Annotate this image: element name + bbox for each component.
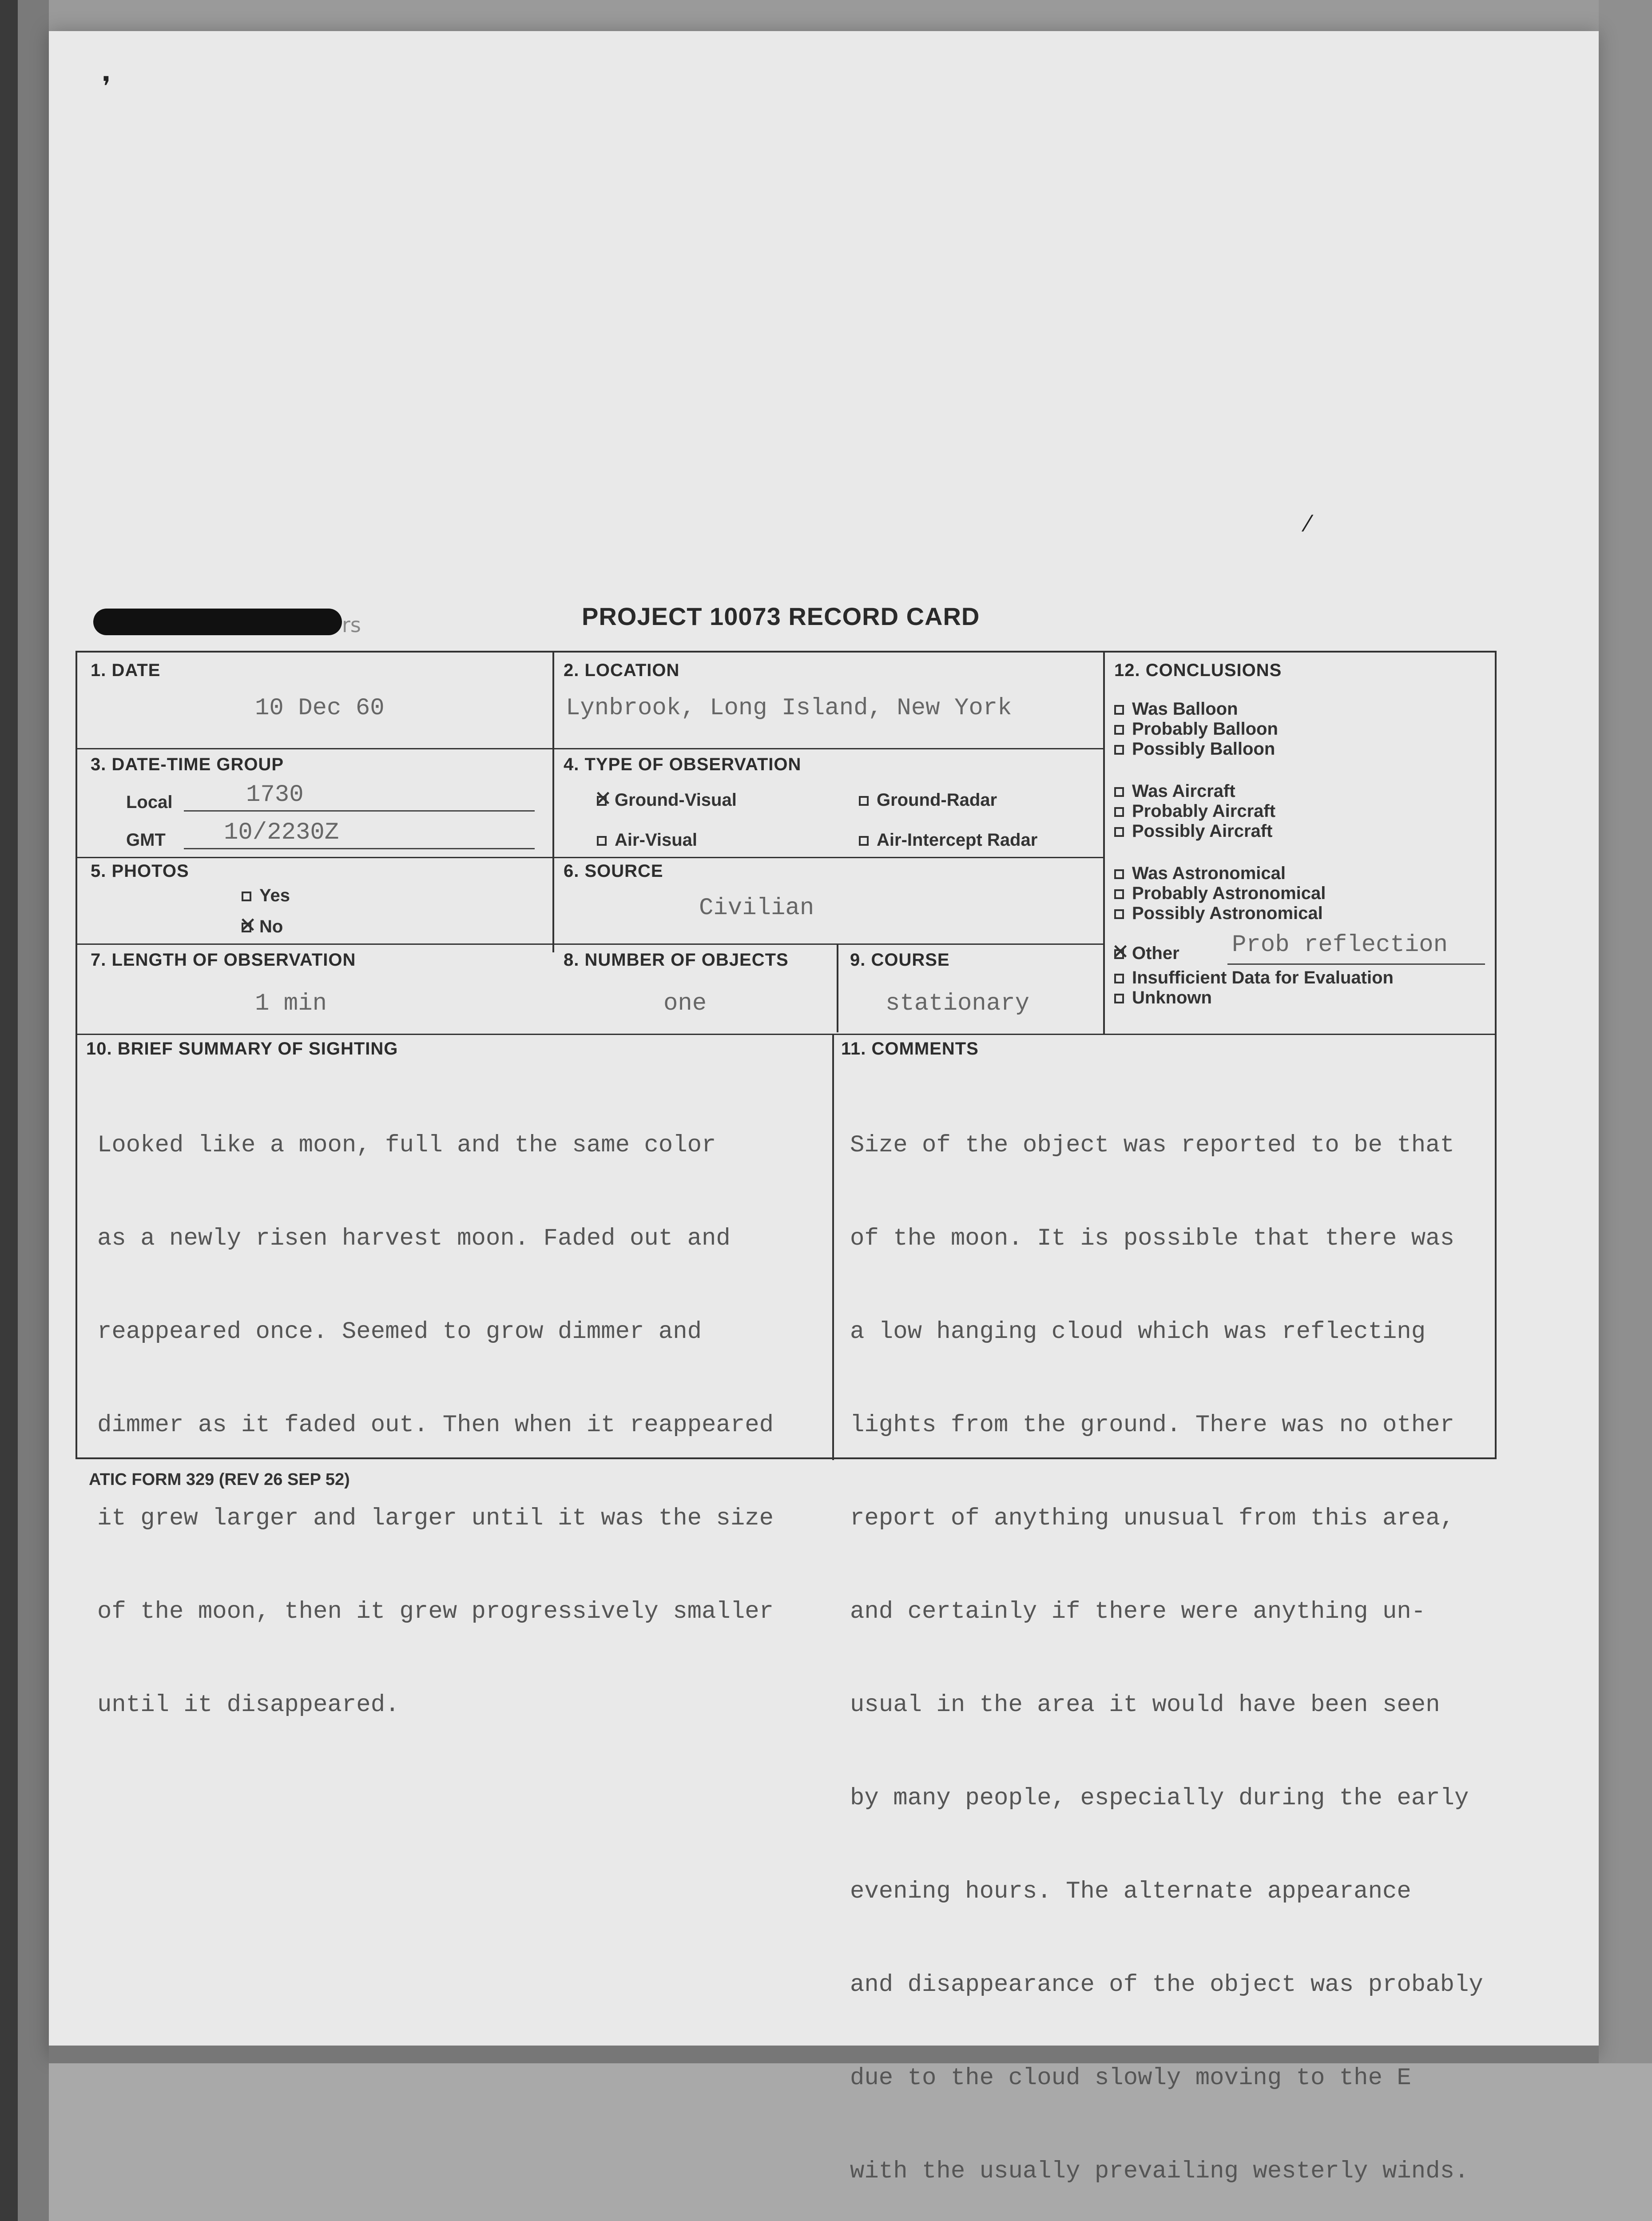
divider — [77, 748, 1103, 749]
local-underline — [184, 810, 535, 812]
photos-no-label: No — [259, 917, 283, 936]
ground-radar-checkbox — [859, 796, 869, 806]
ground-visual-option — [597, 790, 737, 810]
comments-line: usual in the area it would have been seen — [850, 1692, 1440, 1719]
gmt-label: GMT — [126, 830, 166, 850]
possibly-balloon-option — [1114, 739, 1275, 759]
dtg-label: 3. DATE-TIME GROUP — [91, 755, 284, 774]
summary-line: of the moon, then it grew progressively smaller — [97, 1598, 774, 1625]
photos-yes-label: Yes — [259, 886, 290, 905]
location-label: 2. LOCATION — [564, 661, 680, 680]
possibly-balloon-label: Possibly Balloon — [1132, 739, 1275, 759]
gmt-time-value: 10/2230Z — [224, 819, 339, 846]
comments-text — [850, 1068, 1483, 2221]
number-value: one — [663, 990, 707, 1017]
location-value: Lynbrook, Long Island, New York — [566, 695, 1012, 722]
pen-mark: ⁄ — [1306, 511, 1310, 537]
was-balloon-label: Was Balloon — [1132, 699, 1238, 719]
probably-aircraft-label: Probably Aircraft — [1132, 801, 1276, 821]
probably-astronomical-label: Probably Astronomical — [1132, 884, 1326, 903]
possibly-balloon-checkbox — [1114, 745, 1124, 755]
insufficient-data-label: Insufficient Data for Evaluation — [1132, 968, 1394, 987]
air-visual-label: Air-Visual — [615, 830, 697, 850]
local-time-value: 1730 — [246, 781, 304, 808]
number-label: 8. NUMBER OF OBJECTS — [564, 950, 789, 970]
conclusions-label: 12. CONCLUSIONS — [1114, 661, 1282, 680]
comments-line: lights from the ground. There was no other — [850, 1412, 1455, 1439]
was-balloon-checkbox — [1114, 705, 1124, 715]
comments-line: report of anything unusual from this area, — [850, 1505, 1455, 1532]
summary-line: Looked like a moon, full and the same color — [97, 1132, 716, 1159]
ground-radar-label: Ground-Radar — [877, 790, 997, 810]
comments-line: and disappearance of the object was probably — [850, 1971, 1483, 1998]
film-edge-dark — [0, 0, 18, 2221]
summary-label: 10. BRIEF SUMMARY OF SIGHTING — [86, 1039, 398, 1059]
divider — [837, 943, 838, 1032]
divider — [832, 1034, 834, 1460]
photos-label: 5. PHOTOS — [91, 861, 189, 881]
gmt-underline — [184, 848, 535, 849]
comments-line: evening hours. The alternate appearance — [850, 1878, 1411, 1905]
was-astronomical-option — [1114, 864, 1286, 884]
air-intercept-label: Air-Intercept Radar — [877, 830, 1038, 850]
unknown-option — [1114, 988, 1212, 1008]
other-checkbox — [1114, 949, 1124, 959]
comments-line: with the usually prevailing westerly winds. — [850, 2158, 1469, 2185]
probably-astronomical-checkbox — [1114, 889, 1124, 899]
probably-aircraft-checkbox — [1114, 807, 1124, 817]
probably-aircraft-option — [1114, 801, 1275, 821]
probably-astronomical-option — [1114, 884, 1326, 904]
divider — [77, 943, 1103, 945]
other-label: Other — [1132, 943, 1179, 963]
comments-line: a low hanging cloud which was reflecting — [850, 1318, 1426, 1345]
summary-line: until it disappeared. — [97, 1692, 400, 1719]
divider — [77, 1034, 1497, 1035]
comments-label: 11. COMMENTS — [841, 1039, 979, 1059]
comments-line: due to the cloud slowly moving to the E — [850, 2065, 1411, 2092]
possibly-aircraft-option — [1114, 821, 1272, 841]
was-aircraft-checkbox — [1114, 787, 1124, 797]
comments-line: and certainly if there were anything un- — [850, 1598, 1426, 1625]
redacted-text-tail: rs — [342, 613, 361, 637]
card-title: PROJECT 10073 RECORD CARD — [582, 602, 980, 630]
divider — [77, 857, 1103, 858]
comments-line: by many people, especially during the early — [850, 1785, 1469, 1812]
date-label: 1. DATE — [91, 661, 161, 680]
insufficient-data-option — [1114, 968, 1394, 988]
summary-line: it grew larger and larger until it was the size — [97, 1505, 774, 1532]
possibly-astronomical-checkbox — [1114, 909, 1124, 919]
redaction-bar — [93, 609, 342, 635]
possibly-aircraft-label: Possibly Aircraft — [1132, 821, 1273, 841]
ground-visual-label: Ground-Visual — [615, 790, 737, 810]
speck-mark: ❜ — [102, 71, 111, 102]
summary-line: dimmer as it faded out. Then when it reappeared — [97, 1412, 774, 1439]
was-astronomical-label: Was Astronomical — [1132, 864, 1286, 883]
photos-yes-checkbox — [242, 892, 251, 901]
summary-line: reappeared once. Seemed to grow dimmer and — [97, 1318, 702, 1345]
ground-radar-option — [859, 790, 997, 810]
probably-balloon-checkbox — [1114, 725, 1124, 735]
unknown-checkbox — [1114, 994, 1124, 1003]
was-astronomical-checkbox — [1114, 869, 1124, 879]
photos-yes-option — [242, 886, 290, 906]
air-visual-option — [597, 830, 697, 850]
date-value: 10 Dec 60 — [255, 695, 385, 722]
source-value: Civilian — [699, 895, 814, 922]
air-intercept-checkbox — [859, 836, 869, 846]
other-underline — [1227, 963, 1485, 965]
was-aircraft-option — [1114, 781, 1235, 801]
summary-text — [97, 1068, 774, 1783]
other-option — [1114, 943, 1179, 963]
film-edge-right — [1599, 0, 1652, 2063]
unknown-label: Unknown — [1132, 988, 1212, 1007]
photos-no-checkbox — [242, 923, 251, 932]
possibly-aircraft-checkbox — [1114, 827, 1124, 837]
possibly-astronomical-option — [1114, 904, 1323, 923]
length-label: 7. LENGTH OF OBSERVATION — [91, 950, 356, 970]
course-label: 9. COURSE — [850, 950, 950, 970]
air-visual-checkbox — [597, 836, 607, 846]
was-aircraft-label: Was Aircraft — [1132, 781, 1235, 801]
summary-line: as a newly risen harvest moon. Faded out and — [97, 1225, 731, 1252]
divider — [1103, 653, 1105, 1035]
divider — [552, 653, 554, 952]
photos-no-option — [242, 917, 283, 937]
other-value: Prob reflection — [1232, 931, 1448, 959]
comments-line: Size of the object was reported to be that — [850, 1132, 1455, 1159]
comments-line: of the moon. It is possible that there was — [850, 1225, 1455, 1252]
local-label: Local — [126, 792, 173, 812]
probably-balloon-label: Probably Balloon — [1132, 719, 1278, 739]
form-footer: ATIC FORM 329 (REV 26 SEP 52) — [89, 1470, 350, 1489]
air-intercept-option — [859, 830, 1037, 850]
source-label: 6. SOURCE — [564, 861, 663, 881]
observation-type-label: 4. TYPE OF OBSERVATION — [564, 755, 802, 774]
ground-visual-checkbox — [597, 796, 607, 806]
was-balloon-option — [1114, 699, 1238, 719]
length-value: 1 min — [255, 990, 327, 1017]
possibly-astronomical-label: Possibly Astronomical — [1132, 904, 1323, 923]
course-value: stationary — [886, 990, 1030, 1017]
insufficient-data-checkbox — [1114, 974, 1124, 983]
probably-balloon-option — [1114, 719, 1278, 739]
